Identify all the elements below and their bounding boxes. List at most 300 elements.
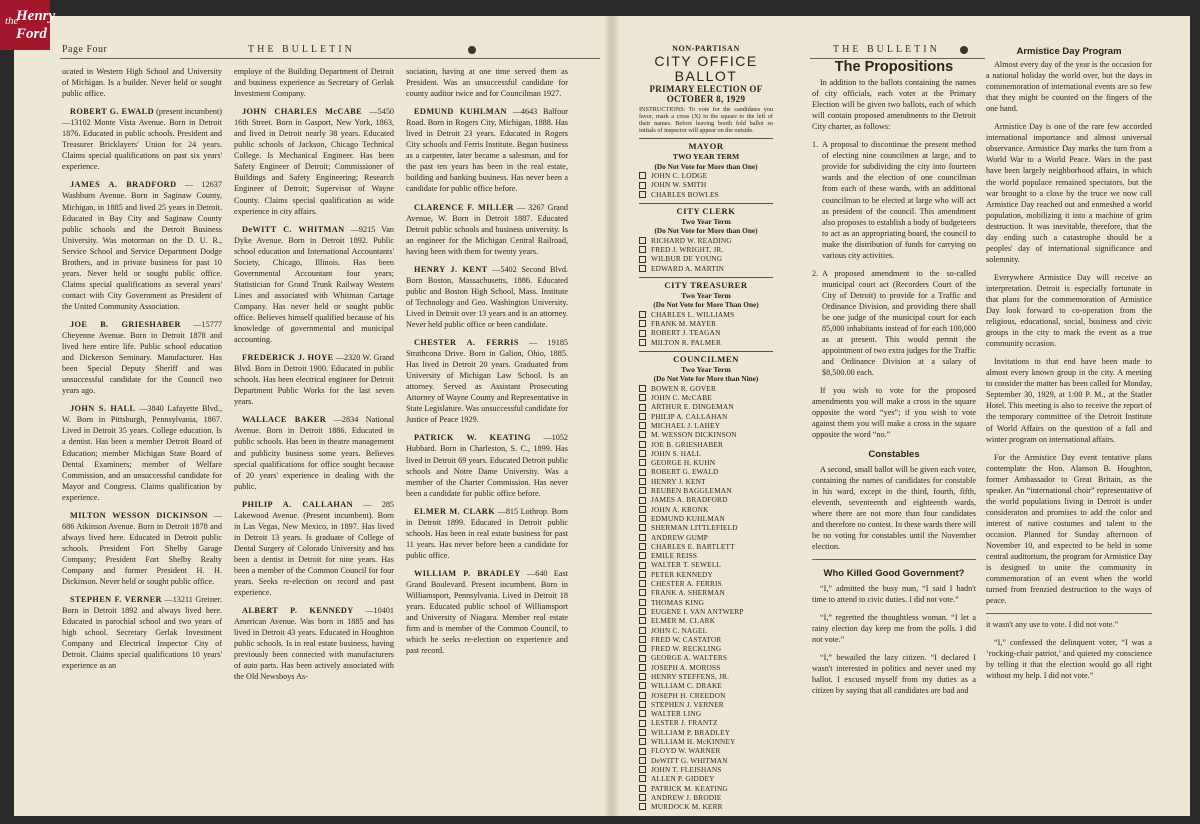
checkbox[interactable]	[639, 469, 646, 476]
armistice-paragraph: Armistice Day is one of the rare few accorded international importance and almost universal observance. Armistice Day marks the turn from a World War to a World Peace. Wars in the past have been largely neighborhood affairs, in which the world populace remained spectators, but the war brought to a close by the truce we now call Armistice Day reached out and enmeshed a world population, mobilizing it into a machine of grim destruction. It was inevitable, therefore, that the day ending such a catastrophe should be a peoples' day of international significance and solemnity.	[986, 122, 1152, 264]
ballot-candidate-name: WILLIAM C. DRAKE	[651, 681, 723, 691]
ballot-candidate-name: ROBERT G. EWALD	[651, 467, 719, 477]
proposition-number: 1.	[812, 140, 819, 150]
ballot-divider	[639, 351, 773, 352]
checkbox[interactable]	[639, 172, 646, 179]
ballot-candidate-row	[639, 495, 773, 504]
candidate-bio	[234, 605, 394, 682]
ballot-candidate-row	[639, 467, 773, 476]
ballot-office: COUNCILMEN	[673, 354, 739, 365]
ballot-term: Two Year Term	[681, 290, 731, 300]
checkbox[interactable]	[639, 729, 646, 736]
ballot-candidate-row	[639, 486, 773, 495]
armistice-column	[986, 46, 1152, 688]
candidate-name: PHILIP A. CALLAHAN	[242, 499, 353, 509]
checkbox[interactable]	[639, 413, 646, 420]
ballot-candidate-row	[639, 598, 773, 607]
candidate-bio	[234, 352, 394, 407]
checkbox[interactable]	[639, 636, 646, 643]
checkbox[interactable]	[639, 655, 646, 662]
candidate-bio-text: ucated in Western High School and University of Michigan. Is a builder. Never held or sought public office.	[62, 67, 222, 99]
candidate-bio-text: — 19185 Strathcona Drive. Born in Galion, Ohio, 1885. Has lived in Detroit 20 years. Graduated from University of Michigan Law School. Is an attorney. Served as Assistant Prosecuting Attorney of Wayne County and Representative in State Legislature. Was unsuccessful candidate for Justice of Peace 1929.	[406, 338, 569, 425]
ballot-candidate-name: LESTER J. FRANTZ	[651, 718, 718, 728]
candidate-bio	[62, 594, 222, 671]
ballot-candidate-row	[639, 449, 773, 458]
candidate-name: STEPHEN F. VERNER	[70, 595, 162, 605]
ballot-candidate-name: EDMUND KUHLMAN	[651, 513, 725, 523]
ballot-candidate-name: ALLEN P. GIDDEY	[651, 774, 715, 784]
ballot-candidate-name: RICHARD W. READING	[651, 235, 732, 245]
armistice-title: Armistice Day Program	[1016, 46, 1122, 57]
ballot-candidate-name: JOSEPH H. CREEDON	[651, 690, 726, 700]
henry-ford-logo: the Henry Ford	[0, 0, 50, 50]
candidate-bio-text: (present incumbent)—13102 Monte Vista Avenue. Born in Detroit 1876. Educated in public schools. President and Treasurer Bricklayers' Union for 24 years. Claims special qualifications on past six years' experience.	[62, 107, 222, 172]
checkbox[interactable]	[639, 497, 646, 504]
candidate-bio	[406, 202, 568, 257]
candidate-name: FREDERICK J. HOYE	[242, 353, 334, 363]
who-killed-paragraph: “I,” bewailed the lazy citizen. “I declared I wasn't interested in politics and never used my ballot. I excused myself from my duties as a citizen by saying that all candidates are bad and	[812, 653, 976, 696]
checkbox[interactable]	[639, 682, 646, 689]
checkbox[interactable]	[639, 608, 646, 615]
ballot-title: CITY OFFICE BALLOT	[654, 52, 758, 84]
constables-text: A second, small ballot will be given each voter, containing the names of candidates for constable in his ward, except in the third, fourth, fifth, eleventh, seventeenth and eighteenth wards, where there are not more than four candidates and therefore no contest. In these wards there will be no voting for constables until the November election.	[812, 464, 976, 551]
candidate-bio	[234, 106, 394, 216]
checkbox[interactable]	[639, 237, 646, 244]
ballot-candidate-row	[639, 440, 773, 449]
ballot-candidate-name: MURDOCK M. KERR	[651, 802, 723, 812]
proposition-number: 2.	[812, 268, 819, 278]
candidate-bio-text: —686 Atkinson Avenue. Born in Detroit 1878 and always lived here. Educated in Detroit public schools. President Fort Shelby Garage Company; President Fort Shelby Realty Company and former President H. H. Dickinson. Never held or sought public office.	[62, 510, 223, 587]
ballot-candidate-row	[639, 236, 773, 245]
ballot-divider	[639, 203, 773, 204]
candidate-bio-text: —9215 Van Dyke Avenue. Born in Detroit 1892. Public school education and International Accountants' Society, Chicago, Illinois. Has been Governmental Accountant four years; Statistician for Grand Trunk Railway Western Lines and associated with Whitman Cartage Company. Has never held or sought public office. Believes himself qualified because of his knowledge of governmental and municipal accounting.	[234, 224, 394, 345]
ballot-candidate-name: JOHN T. FLEISHANS	[651, 764, 722, 774]
column-1	[62, 66, 222, 678]
ballot-divider	[639, 138, 773, 139]
ballot-candidate-name: JOHN C. McCABE	[651, 393, 712, 403]
ballot-candidate-row	[639, 681, 773, 690]
checkbox[interactable]	[639, 394, 646, 401]
ballot-candidate-name: PATRICK M. KEATING	[651, 783, 728, 793]
checkbox[interactable]	[639, 524, 646, 531]
checkbox[interactable]	[639, 627, 646, 634]
ballot-candidate-name: M. WESSON DICKINSON	[651, 430, 737, 440]
checkbox[interactable]	[639, 710, 646, 717]
ballot-candidate-row	[639, 756, 773, 765]
ballot-candidate-row	[639, 737, 773, 746]
candidate-bio	[234, 414, 394, 491]
proposition-item	[812, 268, 976, 378]
checkbox[interactable]	[639, 459, 646, 466]
who-killed-title: Who Killed Good Government?	[823, 567, 965, 579]
checkbox[interactable]	[639, 450, 646, 457]
proposition-text: A proposed amendment to the so-called municipal court act (Recorders Court of the City of Detroit) to provide for a Traffic and Ordinance Division, and providing there shall be one judge of the municipal court for each 85,000 inhabitants instead of for each 100,000 as at present. This would permit the appointment of two extra judges for the Traffic and Ordinance Division at a salary of $8,500.00 each.	[822, 268, 976, 378]
checkbox[interactable]	[639, 720, 646, 727]
proposition-paragraph	[812, 385, 976, 440]
checkbox[interactable]	[639, 785, 646, 792]
checkbox[interactable]	[639, 775, 646, 782]
armistice-paragraph: For the Armistice Day event tentative plans contemplate the Hon. Alanson B. Houghton, former Ambassador to Great Britain, as the speaker. An “international choir” representative of the world populations living in Detroit is under consideraton and promises to add the color and interest of native costumes and talent to the occasion. Planned for Sunday afternoon of November 10, and expected to be held in some central auditorium, the program for Armistice Day is designed to unite the community in commemoration of an event when the world turned from frenzied destruction to the ways of peace.	[986, 452, 1152, 606]
armistice-paragraph: Almost every day of the year is the occasion for a national holiday the world over, but the days in commemoration of international events are so few that they might be counted on the fingers of the one hand.	[986, 60, 1152, 114]
checkbox[interactable]	[639, 385, 646, 392]
checkbox[interactable]	[639, 431, 646, 438]
ballot-date: OCTOBER 8, 1929	[666, 93, 746, 104]
ballot-candidate-row	[639, 458, 773, 467]
candidate-bio-text: — 285 Lakewood Avenue. (Present incumbent). Born in Las Vegas, New Mexico, in 1897. Has lived in Detroit 13 years. Is graduate of College of Dental Surgery of Colorado University and has been a dentist in Detroit for nine years. Has been a member of the Common Council for four years. Seeks re-election on record and past experience.	[234, 499, 394, 598]
city-office-ballot	[639, 44, 773, 811]
ballot-office: MAYOR	[688, 141, 724, 152]
ballot-candidate-row	[639, 588, 773, 597]
candidate-bio	[234, 66, 394, 99]
checkbox[interactable]	[639, 766, 646, 773]
checkbox[interactable]	[639, 617, 646, 624]
ballot-candidate-name: WILLIAM P. BRADLEY	[651, 727, 731, 737]
proposition-text: If you wish to vote for the proposed amendments you will make a cross in the square opposite the word “yes”; if you wish to vote against them you will make a cross in the square opposite the word “no.”	[812, 386, 976, 440]
ballot-candidate-row	[639, 793, 773, 802]
ballot-candidate-name: JOHN A. KRONK	[651, 504, 709, 514]
checkbox[interactable]	[639, 571, 646, 578]
candidate-bio-text: —3840 Lafayette Blvd., W. Born in Pittsburgh, Pennsylvania, 1867. Lived in Detroit 35 years. College education. Is a dentist. Has been a member Detroit Board of Education; member Michigan State Board of Dental Examiners; member of Welfare Commission, and an unsuccessful candidate for Mayor and Congress. Claims qualification by experience.	[62, 404, 222, 502]
ballot-term: Two Year Term	[681, 216, 731, 226]
ballot-candidate-row	[639, 310, 773, 319]
ballot-candidate-row	[639, 338, 773, 347]
checkbox[interactable]	[639, 757, 646, 764]
checkbox[interactable]	[639, 478, 646, 485]
candidate-bio	[406, 264, 568, 330]
checkbox[interactable]	[639, 191, 646, 198]
candidate-bio	[234, 499, 394, 598]
ballot-candidate-name: CHARLES E. BARTLETT	[651, 541, 735, 551]
ballot-candidate-name: JOHN C. NAGEL	[651, 625, 708, 635]
ballot-candidate-row	[639, 635, 773, 644]
ballot-candidate-name: REUBEN BAGGLEMAN	[651, 486, 732, 496]
checkbox[interactable]	[639, 256, 646, 263]
ballot-candidate-name: ANDREW J. BRODIE	[651, 792, 722, 802]
checkbox[interactable]	[639, 738, 646, 745]
ballot-candidate-name: THOMAS KING	[651, 597, 705, 607]
checkbox[interactable]	[639, 543, 646, 550]
left-header-rule	[60, 58, 600, 59]
ballot-candidate-name: JOHN S. HALL	[651, 448, 702, 458]
ballot-candidate-name: CHESTER A. FERRIS	[651, 579, 722, 589]
ballot-candidate-row	[639, 691, 773, 700]
ballot-candidate-name: JOHN W. SMITH	[651, 180, 707, 190]
checkbox[interactable]	[639, 311, 646, 318]
ballot-candidate-name: FRED W. RECKLING	[651, 644, 722, 654]
who-killed-body	[812, 583, 976, 696]
candidate-name: WILLIAM P. BRADLEY	[414, 568, 521, 578]
checkbox[interactable]	[639, 701, 646, 708]
ballot-candidate-name: JOSEPH A. MOROSS	[651, 662, 721, 672]
ballot-candidate-name: HENRY J. KENT	[651, 476, 706, 486]
proposition-text: In addition to the ballots containing the names of city officials, each voter at the Primary Election will be given two ballots, each of which will contain proposed amendments to the Detroit City charter, as follows:	[812, 78, 976, 132]
candidate-bio	[406, 506, 568, 561]
candidate-bio-text: —10401 American Avenue. Was born in 1885 and has lived in Detroit 43 years. Educated in Houghton public schools. Is in real estate business, having previously been connected with manufacturers of auto parts. Has been actively associated with the Old Newsboys As-	[234, 606, 395, 682]
ballot-candidate-row	[639, 190, 773, 199]
ballot-candidate-row	[639, 421, 773, 430]
checkbox[interactable]	[639, 506, 646, 513]
ballot-candidate-row	[639, 784, 773, 793]
left-running-head: THE BULLETIN	[248, 44, 355, 55]
ballot-candidate-name: FRED W. CASTATOR	[651, 634, 722, 644]
candidate-bio-text: — 12637 Washburn Avenue. Born in Saginaw County, Michigan, in 1885 and lived 25 years in Detroit. Educated in Bay City and Saginaw County public schools and the Detroit Business University. Was motorman on the D. U. R., Service School and Service Department Dodge Brothers, and in private business for past 10 years. Never held or sought public office. Claims special qualifications as several years' contact with City Government as President of the United Community Association.	[62, 180, 222, 311]
ballot-candidate-row	[639, 672, 773, 681]
ballot-vote-note: (Do Not Vote for More than One)	[654, 226, 758, 236]
checkbox[interactable]	[639, 580, 646, 587]
candidate-bio	[62, 403, 222, 502]
candidate-bio-text: employe of the Building Department of Detroit and business experience as Secretary of Gerlak Investment Company.	[234, 67, 394, 99]
armistice-body	[986, 59, 1152, 606]
checkbox[interactable]	[639, 487, 646, 494]
ballot-candidate-name: ELMER M. CLARK	[651, 616, 716, 626]
ballot-candidate-name: STEPHEN J. VERNER	[651, 699, 724, 709]
header-dot-right	[960, 46, 968, 54]
ballot-candidate-row	[639, 718, 773, 727]
proposition-item	[812, 139, 976, 261]
ballot-candidate-row	[639, 802, 773, 811]
checkbox[interactable]	[639, 265, 646, 272]
center-fold	[605, 16, 619, 816]
candidate-name: DeWITT C. WHITMAN	[242, 224, 345, 234]
ballot-candidate-name: WALTER T. SEWELL	[651, 560, 722, 570]
candidate-bio-text: sociation, having at one time served them as President. Was an unsuccessful candidate for county auditor twice and for Councilman 1927.	[406, 67, 568, 99]
candidate-bio	[62, 106, 222, 172]
column-2	[234, 66, 394, 689]
ballot-offices	[639, 138, 773, 811]
candidate-name: JAMES A. BRADFORD	[70, 180, 177, 190]
ballot-candidate-row	[639, 616, 773, 625]
ballot-candidate-name: CHARLES BOWLES	[651, 189, 719, 199]
candidate-bio	[62, 66, 222, 99]
ballot-instructions: INSTRUCTIONS: To vote for the candidates you favor, mark a cross (X) in the square to the left of their names. Before leaving booth fold ballot so initials of inspector will appear on the outside.	[639, 105, 773, 135]
candidate-name: JOHN S. HALL	[70, 404, 136, 414]
ballot-candidate-name: FLOYD W. WARNER	[651, 746, 721, 756]
ballot-candidate-name: FRANK A. SHERMAN	[651, 588, 725, 598]
candidate-name: EDMUND KUHLMAN	[414, 107, 507, 117]
propositions-title: The Propositions	[834, 59, 954, 75]
ballot-candidate-name: GEORGE H. KUHN	[651, 458, 716, 468]
who-killed-paragraph: “I,” regretted the thoughtless woman. “I let a rainy election day keep me from the polls. I did not vote.”	[812, 613, 976, 645]
candidate-bio-text: —2320 W. Grand Blvd. Born in Detroit 1900. Educated in public schools. Has been electrical engineer for Detroit Department Public Works for the last seven years.	[234, 353, 395, 407]
checkbox[interactable]	[639, 182, 646, 189]
right-running-head: THE BULLETIN	[833, 44, 940, 55]
ballot-candidate-name: ROBERT J. TEAGAN	[651, 328, 721, 338]
checkbox[interactable]	[639, 330, 646, 337]
ballot-subtitle: PRIMARY ELECTION OF	[649, 83, 763, 94]
checkbox[interactable]	[639, 599, 646, 606]
ballot-candidate-name: EMILE REISS	[651, 551, 698, 561]
ballot-candidate-name: EDWARD A. MARTIN	[651, 263, 725, 273]
candidate-bio-text: —4643 Balfour Road. Born in Rogers City, Michigan, 1888. Has lived in Detroit 23 years. Educated in Rogers City schools and Ferris Institute. Began business as a carpenter, later became a salesman, and for the past ten years has been in the real estate, building and banking business. Has never been a candidate for public office before.	[406, 107, 568, 194]
proposition-paragraph	[812, 77, 976, 132]
ballot-candidate-row	[639, 551, 773, 560]
header-dot	[468, 46, 476, 54]
ballot-candidate-name: WALTER LING	[651, 709, 702, 719]
ballot-candidate-name: PHILIP A. CALLAHAN	[651, 411, 728, 421]
ballot-candidate-row	[639, 254, 773, 263]
candidate-name: WALLACE BAKER	[242, 415, 327, 425]
ballot-candidate-row	[639, 728, 773, 737]
column-3	[406, 66, 568, 663]
ballot-candidate-name: DeWITT G. WHITMAN	[651, 755, 728, 765]
ballot-candidate-row	[639, 328, 773, 337]
ballot-candidate-row	[639, 709, 773, 718]
checkbox[interactable]	[639, 552, 646, 559]
ballot-candidate-row	[639, 402, 773, 411]
ballot-candidate-name: HENRY STEFFENS, JR.	[651, 672, 730, 681]
candidate-bio	[62, 179, 222, 312]
ballot-candidate-row	[639, 765, 773, 774]
candidate-bio-text: —5402 Second Blvd. Born Boston, Massachusetts, 1886. Educated public and Boston High School, Mass. Institute of Technology and Geo. Washington University. Lived in Detroit over 13 years and is an attorney. Never held public office or been candidate.	[406, 264, 569, 329]
candidate-name: JOE B. GRIESHABER	[70, 319, 181, 329]
ballot-candidate-row	[639, 477, 773, 486]
candidate-bio-text: —815 Lothrop. Born in Detroit 1899. Educated in Detroit public schools. Has been in real estate business for past 11 years. Has never before been a candidate for public office.	[406, 506, 568, 560]
ballot-candidate-row	[639, 180, 773, 189]
ballot-candidate-row	[639, 505, 773, 514]
continued-paragraph: it wasn't any use to vote. I did not vote.”	[986, 620, 1119, 630]
checkbox[interactable]	[639, 645, 646, 652]
ballot-candidate-row	[639, 700, 773, 709]
candidate-bio	[406, 337, 568, 425]
ballot-candidate-name: WILLIAM H. McKINNEY	[651, 737, 736, 747]
candidate-bio	[406, 432, 568, 498]
checkbox[interactable]	[639, 562, 646, 569]
armistice-paragraph: Everywhere Armistice Day will receive an interpretation. Detroit is especially fortunate in that plans for the commemoration of Armistice Day look forward to co-operation from the religious, educational, social, business and civic groups in the city to mark the event as a true community occasion.	[986, 272, 1152, 349]
checkbox[interactable]	[639, 404, 646, 411]
candidate-bio-text: —5450 16th Street. Born in Gasport, New York, 1863, and lived in Detroit nearly 38 years. Educated public schools of Jackson, Chicago Technical College. Is Mechanical Engineer. Has been Safety Engineer of Detroit; Commissioner of Buildings and Safety Engineering; Research Engineer of Detroit; Supervisor of Wayne County. Claims special qualification as wide experience in city affairs.	[234, 107, 394, 216]
candidate-bio-text: —2834 National Avenue. Born in Detroit 1886. Educated in public schools. Has been in theatre management and publicity business some years. Believes special qualifications for office sought because of 20 years' experience in dealing with the public.	[234, 415, 394, 491]
ballot-candidate-name: FRANK M. MAYER	[651, 319, 717, 329]
propositions-column	[812, 59, 976, 703]
candidate-bio	[234, 224, 394, 346]
ballot-vote-note: (Do Not Vote for More Than One)	[653, 300, 759, 310]
candidate-bio-text: —15777 Cheyenne Avenue. Born in Detroit 1878 and lived here entire life. Public school education and Dickerson Seminary. Manufacturer. Has been Special Deputy Sheriff and was unsuccessful candidate for the Council two years ago.	[62, 319, 222, 396]
ballot-candidate-name: MILTON R. PALMER	[651, 337, 722, 347]
checkbox[interactable]	[639, 803, 646, 810]
ballot-candidate-row	[639, 653, 773, 662]
candidate-bio	[62, 510, 222, 587]
ballot-candidate-row	[639, 245, 773, 254]
candidate-name: ELMER M. CLARK	[414, 506, 496, 516]
proposition-text: A proposal to discontinue the present method of electing nine councilmen at large, and to provide for subdividing the city into fourteen wards and the election of one councilman from each of these wards, with an additional councilman to be elected at large who will act as president of the council. This amendment also proposes to establish a body of budgeteers to act as an appropriating board, the council to make the distribution of funds for carrying on various city activities.	[822, 140, 976, 260]
checkbox[interactable]	[639, 246, 646, 253]
ballot-candidate-name: WILBUR DE YOUNG	[651, 254, 723, 264]
candidate-name: PATRICK W. KEATING	[414, 433, 532, 443]
candidate-name: ROBERT G. EWALD	[70, 107, 154, 117]
ballot-term: TWO YEAR TERM	[672, 152, 740, 161]
candidate-bio-text: —1052 Hubbard. Born in Charleston, S. C., 1899. Has lived in Detroit 69 years. Educated Detroit public schools and Notre Dame University. Was a member of the Charter Commission. Has never been a candidate for public office before.	[406, 433, 568, 498]
ballot-candidate-row	[639, 533, 773, 542]
checkbox[interactable]	[639, 589, 646, 596]
armistice-paragraph: Invitations to that end have been made to almost every known group in the city. A meeting to consider the matter has been called for Monday, September 30, 1929, at 1:00 P. M., at the Statler Hotel. This meeting is also to receive the report of the temporary committee of the Detroit Institute of World Affairs on the question of a fall and winter program on international affairs.	[986, 357, 1152, 444]
ballot-candidate-name: EUGENE I. VAN ANTWERP	[651, 606, 744, 616]
ballot-candidate-row	[639, 607, 773, 616]
ballot-candidate-name: JAMES A. BRADFORD	[651, 495, 728, 505]
ballot-candidate-row	[639, 774, 773, 783]
ballot-office: CITY CLERK	[676, 206, 736, 217]
checkbox[interactable]	[639, 422, 646, 429]
checkbox[interactable]	[639, 441, 646, 448]
constables-title: Constables	[868, 448, 920, 460]
checkbox[interactable]	[639, 748, 646, 755]
ballot-candidate-row	[639, 171, 773, 180]
candidate-bio	[406, 568, 568, 656]
candidate-name: HENRY J. KENT	[414, 264, 488, 274]
checkbox[interactable]	[639, 673, 646, 680]
armistice-continued	[986, 619, 1152, 681]
ballot-candidate-row	[639, 644, 773, 653]
candidate-bio	[406, 106, 568, 194]
checkbox[interactable]	[639, 339, 646, 346]
candidate-name: CLARENCE F. MILLER	[414, 202, 514, 212]
ballot-candidate-row	[639, 523, 773, 532]
propositions-body	[812, 77, 976, 440]
ballot-candidate-row	[639, 746, 773, 755]
ballot-office: CITY TREASURER	[664, 280, 748, 291]
checkbox[interactable]	[639, 320, 646, 327]
ballot-candidate-name: JOHN C. LODGE	[651, 171, 708, 181]
ballot-candidate-row	[639, 384, 773, 393]
ballot-term: Two Year Term	[681, 364, 731, 374]
ballot-vote-note: (Do Not Vote for More than One)	[654, 161, 758, 171]
ballot-candidate-name: PETER KENNEDY	[651, 569, 713, 579]
candidate-bio-text: —640 East Grand Boulevard. Present incumbent. Born in Williamsport, Pennsylvania. Lived in Detroit 18 years. Educated public school of Williamsport and University of Niagara. Member real estate firm and is member of the Common Council, to which he seeks re-election on experience and past record.	[406, 568, 568, 656]
checkbox[interactable]	[639, 515, 646, 522]
armistice-divider	[986, 613, 1152, 614]
ballot-candidate-name: BOWEN R. GOVER	[651, 383, 717, 393]
ballot-candidate-name: ARTHUR E. DINGEMAN	[651, 402, 734, 412]
ballot-candidate-name: FRED J. WRIGHT, JR.	[651, 245, 724, 255]
candidate-name: ALBERT P. KENNEDY	[242, 606, 354, 616]
ballot-candidate-name: MICHAEL J. LAHEY	[651, 420, 721, 430]
ballot-nonpartisan: NON-PARTISAN	[672, 44, 740, 53]
ballot-candidate-row	[639, 626, 773, 635]
ballot-candidate-name: SHERMAN LITTLEFIELD	[651, 523, 738, 533]
ballot-candidate-name: JOE B. GRIESHABER	[651, 439, 724, 449]
ballot-vote-note: (Do Not Vote for More than Nine)	[653, 374, 759, 384]
checkbox[interactable]	[639, 664, 646, 671]
checkbox[interactable]	[639, 794, 646, 801]
ballot-candidate-row	[639, 514, 773, 523]
ballot-candidate-row	[639, 570, 773, 579]
candidate-name: CHESTER A. FERRIS	[414, 338, 519, 348]
candidate-name: JOHN CHARLES McCABE	[242, 107, 363, 117]
ballot-candidate-name: GEORGE A. WALTERS	[651, 653, 728, 663]
ballot-candidate-row	[639, 542, 773, 551]
ballot-candidate-row	[639, 663, 773, 672]
checkbox[interactable]	[639, 534, 646, 541]
who-killed-paragraph: “I,” admitted the busy man, “I said I hadn't time to attend to civic duties. I did not vote.”	[812, 583, 976, 605]
section-divider	[812, 559, 976, 560]
candidate-bio	[406, 66, 568, 99]
page-number: Page Four	[62, 44, 108, 55]
ballot-candidate-row	[639, 430, 773, 439]
checkbox[interactable]	[639, 692, 646, 699]
ballot-candidate-name: ANDREW GUMP	[651, 532, 708, 542]
ballot-candidate-row	[639, 264, 773, 273]
ballot-candidate-row	[639, 412, 773, 421]
ballot-candidate-row	[639, 560, 773, 569]
candidate-bio-text: —13211 Greiner. Born in Detroit 1892 and always lived here. Educated in parochial school and two years of high school. Secretary Gerlak Investment Company and Electrical Inspector City of Detroit. Claims special qualifications 10 years' experience as an	[62, 595, 222, 671]
continued-paragraph: “I,” confessed the delinquent voter, “I was a ‘rocking-chair patriot,’ and quieted my conscience by telling it that the election would go all right without my help. I did not vote.”	[986, 638, 1152, 681]
candidate-bio	[62, 319, 222, 396]
candidate-name: MILTON WESSON DICKINSON	[70, 510, 208, 520]
ballot-candidate-row	[639, 579, 773, 588]
candidate-bio-text: — 3267 Grand Avenue, W. Born in Detroit 1887. Educated Detroit public schools and business university. Is an engineer for the Michigan Central Railroad, having been with them for twenty years.	[406, 202, 569, 256]
ballot-candidate-name: CHARLES L. WILLIAMS	[651, 309, 735, 319]
ballot-candidate-row	[639, 393, 773, 402]
ballot-candidate-row	[639, 319, 773, 328]
